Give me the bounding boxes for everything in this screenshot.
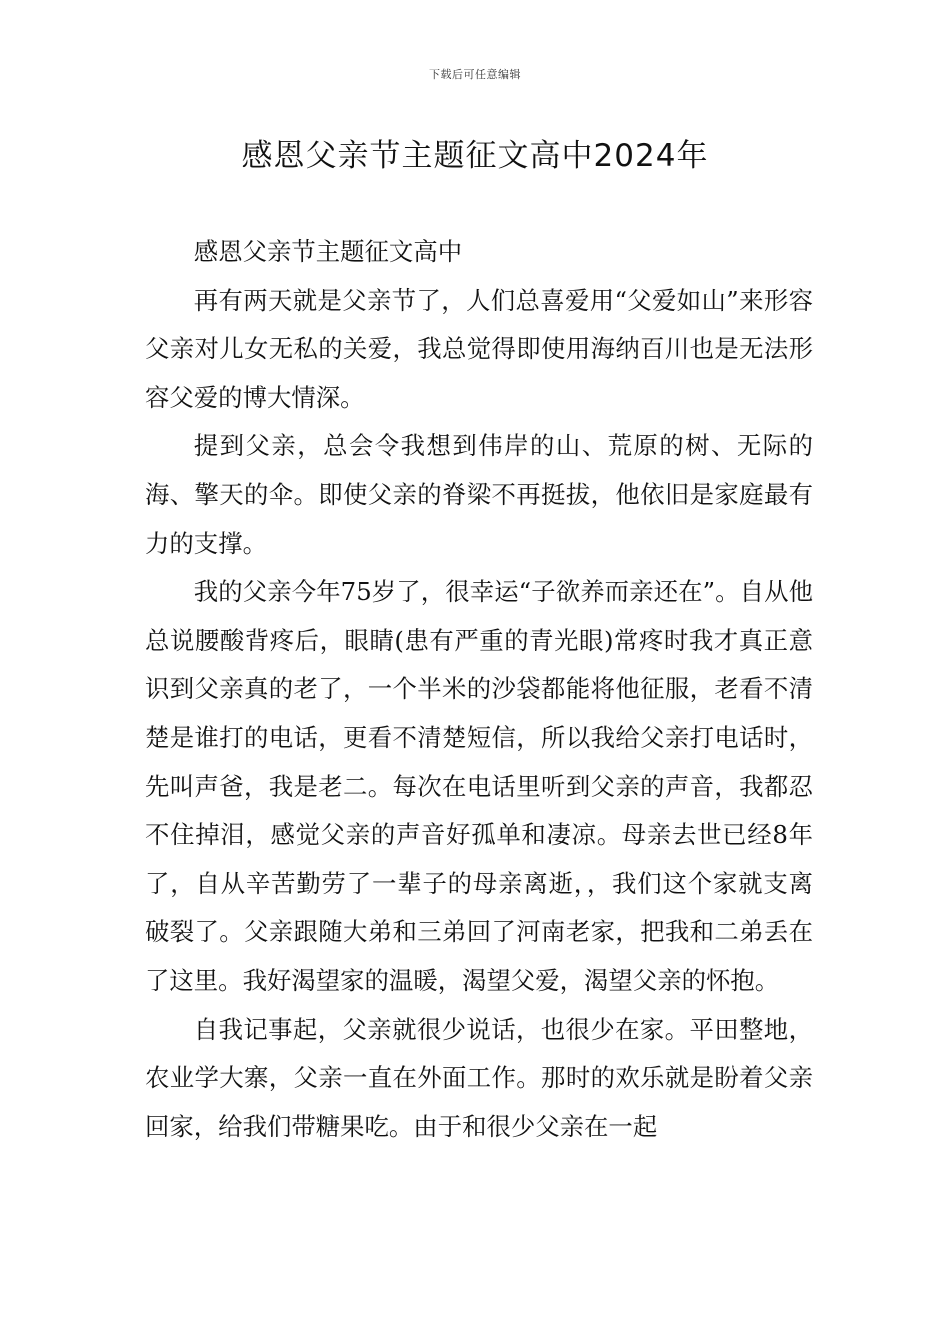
paragraph-subtitle: 感恩父亲节主题征文高中 [193, 237, 463, 266]
header-note: 下载后可任意编辑 [429, 68, 521, 81]
paragraph: 我的父亲今年75岁了，很幸运“子欲养而亲还在”。自从他总说腰酸背疼后，眼睛(患有严重的青光眼)常疼时我才真正意识到父亲真的老了，一个半米的沙袋都能将他征服，老看不清楚是谁打的电话，更看不清楚短信，所以我给父亲打电话时，先叫声爸，我是老二。每次在电话里听到父亲的声音，我都忍不住掉泪，感觉父亲的声音好孤单和凄凉。母亲去世已经8年了，自从辛苦勤劳了一辈子的母亲离逝，，我们这个家就支离破裂了。父亲跟随大弟和三弟回了河南老家，把我和二弟丢在了这里。我好渴望家的温暖，渴望父爱，渴望父亲的怀抱。 [145, 577, 813, 995]
document-title: 感恩父亲节主题征文高中2024年 [241, 138, 709, 174]
paragraph: 自我记事起，父亲就很少说话，也很少在家。平田整地，农业学大寨，父亲一直在外面工作。那时的欢乐就是盼着父亲回家，给我们带糖果吃。由于和很少父亲在一起 [145, 1014, 813, 1141]
paragraph: 提到父亲，总会令我想到伟岸的山、荒原的树、无际的海、擎天的伞。即使父亲的脊梁不再挺拔，他依旧是家庭最有力的支撑。 [145, 431, 813, 558]
document-body [145, 228, 813, 1151]
paragraph: 再有两天就是父亲节了，人们总喜爱用“父爱如山”来形容父亲对儿女无私的关爱，我总觉得即使用海纳百川也是无法形容父爱的博大情深。 [145, 285, 813, 412]
